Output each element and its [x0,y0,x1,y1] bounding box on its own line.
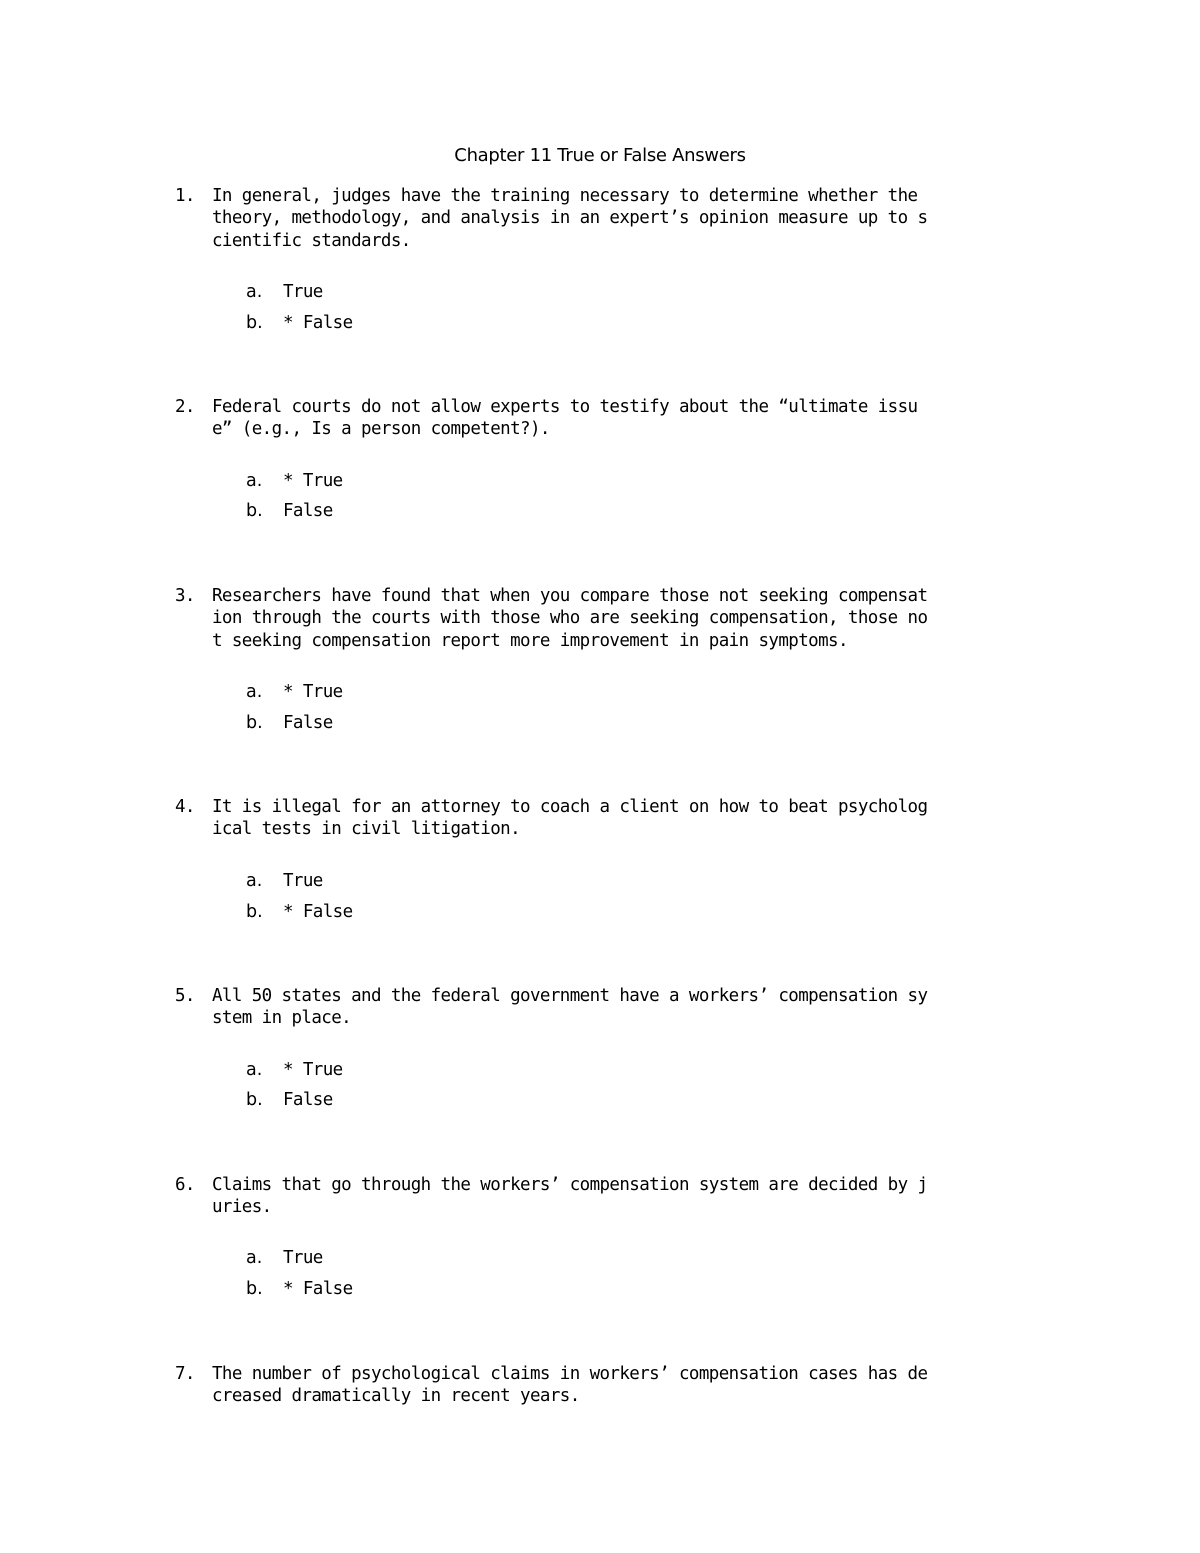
question-text-line: In general, judges have the training necessary to determine whether the [212,186,918,206]
option-text-b: False [283,501,333,521]
option-text-a: * True [283,682,343,702]
question-number: 5. [175,986,195,1006]
option-text-b: * False [283,1279,353,1299]
question-number: 3. [175,586,195,606]
question-number: 4. [175,797,195,817]
question-text-line: ical tests in civil litigation. [212,819,521,840]
option-letter-b: b. [246,1279,263,1299]
question-text-line: Researchers have found that when you compare those not seeking compensat [212,586,928,606]
option-letter-b: b. [246,713,263,733]
page-title: Chapter 11 True or False Answers [454,145,746,166]
option-text-a: True [283,871,323,891]
question-text-line: e” (e.g., Is a person competent?). [212,419,550,440]
option-text-a: True [283,282,323,302]
option-letter-b: b. [246,902,263,922]
question-text-line: It is illegal for an attorney to coach a client on how to beat psycholog [212,797,928,817]
option-letter-b: b. [246,1090,263,1110]
option-text-a: * True [283,1060,343,1080]
option-letter-a: a. [246,282,263,302]
question-text-line: ion through the courts with those who are seeking compensation, those no [212,608,928,629]
question-number: 7. [175,1364,195,1384]
question-text-line: stem in place. [212,1008,352,1029]
question-text-line: The number of psychological claims in workers’ compensation cases has de [212,1364,928,1384]
question-text-line: uries. [212,1197,272,1218]
option-letter-a: a. [246,871,263,891]
option-letter-a: a. [246,682,263,702]
option-letter-b: b. [246,501,263,521]
option-text-a: * True [283,471,343,491]
question-text-line: t seeking compensation report more improvement in pain symptoms. [212,630,848,651]
option-letter-a: a. [246,1060,263,1080]
option-text-b: * False [283,902,353,922]
question-number: 1. [175,186,195,206]
option-text-b: False [283,1090,333,1110]
option-letter-a: a. [246,471,263,491]
option-text-b: False [283,713,333,733]
question-text-line: creased dramatically in recent years. [212,1386,580,1407]
question-text-line: cientific standards. [212,230,411,251]
question-text-line: theory, methodology, and analysis in an expert’s opinion measure up to s [212,208,928,229]
question-number: 6. [175,1175,195,1195]
question-text-line: Federal courts do not allow experts to testify about the “ultimate issu [212,397,918,417]
option-letter-a: a. [246,1248,263,1268]
question-text-line: All 50 states and the federal government have a workers’ compensation sy [212,986,928,1006]
option-text-a: True [283,1248,323,1268]
option-letter-b: b. [246,313,263,333]
question-number: 2. [175,397,195,417]
option-text-b: * False [283,313,353,333]
question-text-line: Claims that go through the workers’ compensation system are decided by j [212,1175,928,1195]
